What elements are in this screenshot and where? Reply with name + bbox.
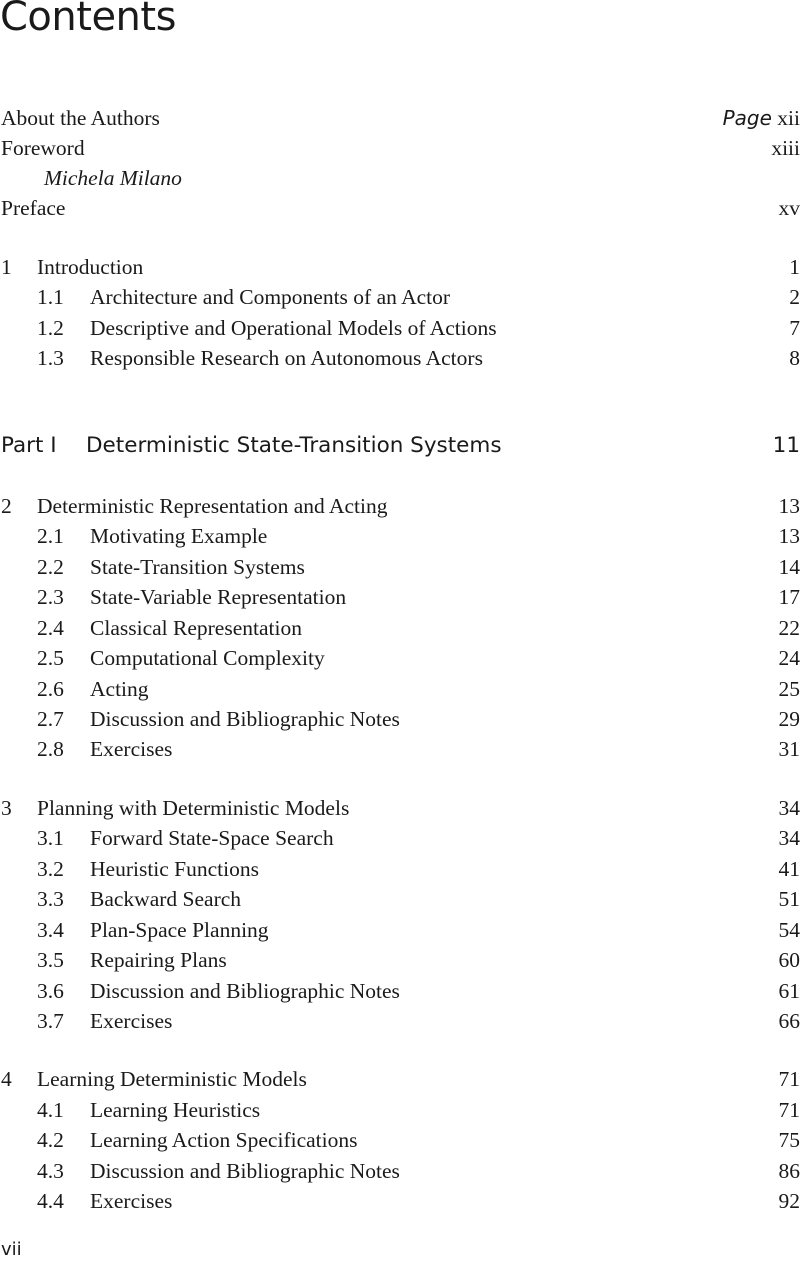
toc-section-1-2[interactable]: [0, 313, 800, 343]
section-number: 3.7: [37, 1009, 64, 1033]
toc-section-4-3[interactable]: [0, 1156, 800, 1186]
chapter-page: 34: [778, 796, 800, 820]
section-page: 41: [778, 857, 800, 881]
toc-entry-foreword[interactable]: [0, 133, 800, 163]
chapter-page: 1: [789, 255, 800, 279]
section-number: 4.3: [37, 1159, 64, 1183]
section-title: Acting: [90, 677, 149, 701]
section-page: 51: [778, 887, 800, 911]
section-title: Computational Complexity: [90, 646, 325, 670]
part-page: 11: [772, 433, 800, 458]
toc-section-3-5[interactable]: [0, 945, 800, 975]
section-title: Discussion and Bibliographic Notes: [90, 707, 400, 731]
section-title: Learning Action Specifications: [90, 1128, 358, 1152]
section-title: Discussion and Bibliographic Notes: [90, 979, 400, 1003]
section-page: 14: [778, 555, 800, 579]
section-number: 2.4: [37, 616, 64, 640]
chapter-title: Deterministic Representation and Acting: [37, 494, 388, 518]
toc-section-2-6[interactable]: [0, 674, 800, 704]
section-page: 60: [778, 948, 800, 972]
section-page: 7: [789, 316, 800, 340]
toc-chapter-3[interactable]: [0, 793, 800, 823]
toc-chapter-1[interactable]: [0, 252, 800, 282]
chapter-number: 2: [1, 494, 12, 518]
entry-title: About the Authors: [1, 106, 160, 130]
toc-section-3-2[interactable]: [0, 854, 800, 884]
section-number: 3.5: [37, 948, 64, 972]
section-page: 75: [778, 1128, 800, 1152]
section-number: 1.3: [37, 346, 64, 370]
toc-section-2-1[interactable]: [0, 521, 800, 551]
toc-entry-preface[interactable]: [0, 193, 800, 223]
section-title: Backward Search: [90, 887, 242, 911]
toc-section-4-1[interactable]: [0, 1095, 800, 1125]
section-page: 31: [778, 737, 800, 761]
section-number: 2.6: [37, 677, 64, 701]
section-title: Architecture and Components of an Actor: [90, 285, 451, 309]
section-number: 2.8: [37, 737, 64, 761]
chapter-number: 4: [1, 1067, 12, 1091]
section-page: 71: [778, 1098, 800, 1122]
toc-entry-about-authors[interactable]: [0, 103, 800, 133]
section-title: Exercises: [90, 1009, 173, 1033]
section-page: 34: [778, 826, 800, 850]
entry-page: xv: [778, 196, 800, 220]
entry-page: xiii: [771, 136, 800, 160]
section-title: Descriptive and Operational Models of Actions: [90, 316, 497, 340]
section-title: State-Transition Systems: [90, 555, 305, 579]
toc-section-3-7[interactable]: [0, 1006, 800, 1036]
section-title: Heuristic Functions: [90, 857, 259, 881]
section-page: 86: [778, 1159, 800, 1183]
chapter-page: 71: [778, 1067, 800, 1091]
section-number: 2.7: [37, 707, 64, 731]
section-page: 54: [778, 918, 800, 942]
toc-section-2-7[interactable]: [0, 704, 800, 734]
foreword-author: Michela Milano: [44, 166, 182, 190]
section-page: 29: [778, 707, 800, 731]
toc-section-2-4[interactable]: [0, 613, 800, 643]
foreword-author-line: [0, 163, 800, 193]
section-title: Exercises: [90, 737, 173, 761]
chapter-title: Introduction: [37, 255, 144, 279]
section-title: Exercises: [90, 1189, 173, 1213]
section-page: 8: [789, 346, 800, 370]
toc-section-1-1[interactable]: [0, 282, 800, 312]
section-number: 2.3: [37, 585, 64, 609]
toc-section-2-8[interactable]: [0, 734, 800, 764]
chapter-title: Planning with Deterministic Models: [37, 796, 350, 820]
chapter-title: Learning Deterministic Models: [37, 1067, 307, 1091]
toc-part-1[interactable]: [0, 429, 800, 463]
section-page: 61: [778, 979, 800, 1003]
section-page: 66: [778, 1009, 800, 1033]
part-title: Deterministic State-Transition Systems: [86, 433, 502, 458]
chapter-number: 3: [1, 796, 12, 820]
section-page: 92: [778, 1189, 800, 1213]
toc-section-1-3[interactable]: [0, 343, 800, 373]
section-number: 1.2: [37, 316, 64, 340]
section-number: 3.6: [37, 979, 64, 1003]
section-page: 22: [778, 616, 800, 640]
section-title: Classical Representation: [90, 616, 302, 640]
section-number: 3.3: [37, 887, 64, 911]
section-page: 25: [778, 677, 800, 701]
section-number: 2.5: [37, 646, 64, 670]
section-page: 24: [778, 646, 800, 670]
toc-chapter-4[interactable]: [0, 1064, 800, 1094]
section-number: 4.1: [37, 1098, 64, 1122]
section-number: 4.2: [37, 1128, 64, 1152]
toc-section-2-5[interactable]: [0, 643, 800, 673]
toc-section-4-4[interactable]: [0, 1186, 800, 1216]
page-label: Page: [722, 106, 772, 130]
section-page: 13: [778, 524, 800, 548]
section-number: 1.1: [37, 285, 64, 309]
section-number: 4.4: [37, 1189, 64, 1213]
section-title: Learning Heuristics: [90, 1098, 261, 1122]
page-folio: vii: [1, 1239, 22, 1260]
entry-title: Preface: [1, 196, 66, 220]
part-label: Part I: [1, 433, 57, 458]
section-title: Plan-Space Planning: [90, 918, 269, 942]
section-title: Discussion and Bibliographic Notes: [90, 1159, 400, 1183]
chapter-number: 1: [1, 255, 12, 279]
toc-section-2-3[interactable]: [0, 582, 800, 612]
section-number: 2.1: [37, 524, 64, 548]
section-number: 2.2: [37, 555, 64, 579]
section-title: Responsible Research on Autonomous Actors: [90, 346, 483, 370]
chapter-page: 13: [778, 494, 800, 518]
entry-page-number: xii: [777, 106, 800, 130]
section-page: 2: [789, 285, 800, 309]
section-title: State-Variable Representation: [90, 585, 347, 609]
page-title: Contents: [0, 0, 176, 40]
section-title: Forward State-Space Search: [90, 826, 334, 850]
toc-section-4-2[interactable]: [0, 1125, 800, 1155]
entry-page: [723, 103, 800, 133]
section-number: 3.4: [37, 918, 64, 942]
section-page: 17: [778, 585, 800, 609]
toc-section-3-1[interactable]: [0, 823, 800, 853]
toc-section-2-2[interactable]: [0, 552, 800, 582]
section-title: Repairing Plans: [90, 948, 227, 972]
toc-section-3-6[interactable]: [0, 976, 800, 1006]
toc-section-3-4[interactable]: [0, 915, 800, 945]
entry-title: Foreword: [1, 136, 85, 160]
toc-section-3-3[interactable]: [0, 884, 800, 914]
section-number: 3.2: [37, 857, 64, 881]
toc-chapter-2[interactable]: [0, 491, 800, 521]
section-title: Motivating Example: [90, 524, 268, 548]
section-number: 3.1: [37, 826, 64, 850]
